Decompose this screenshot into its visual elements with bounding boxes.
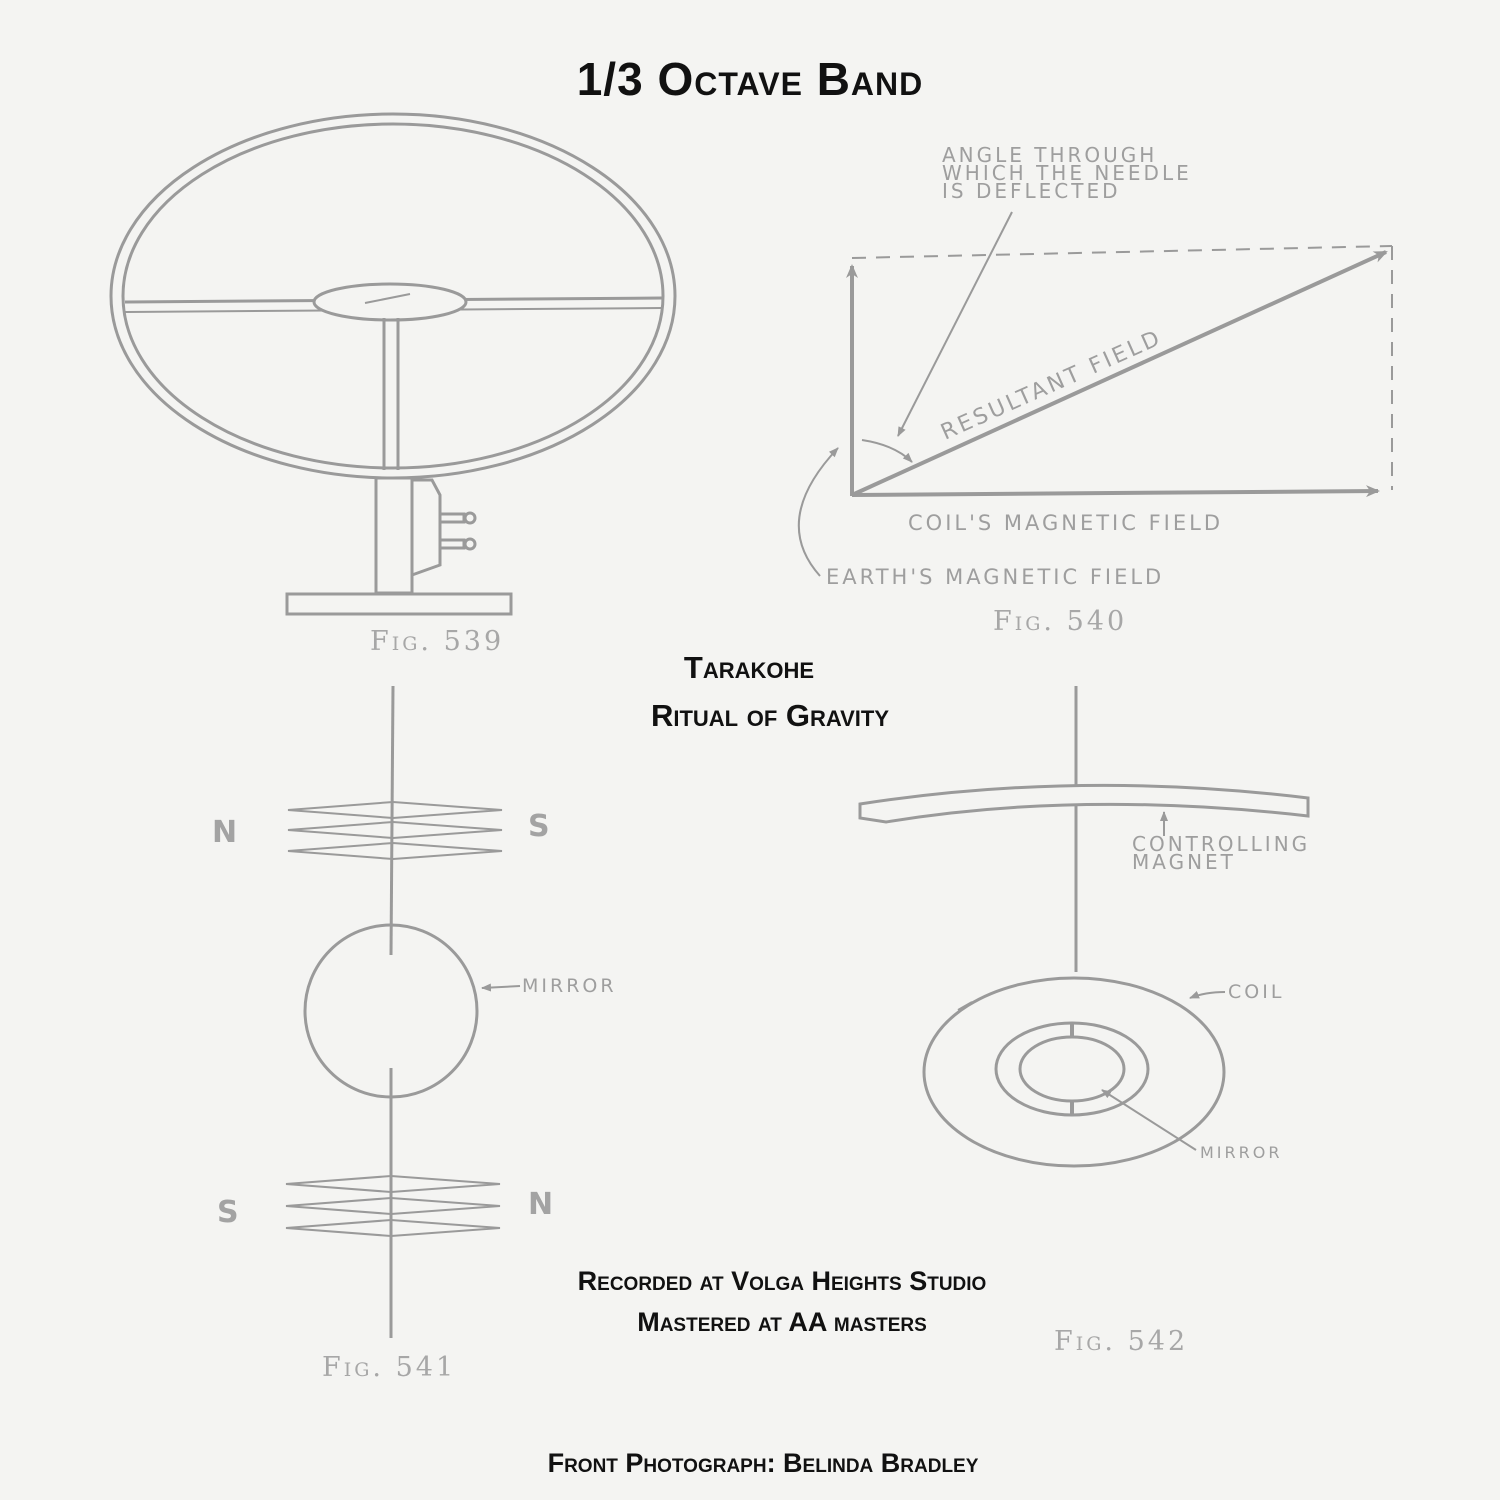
credit-recorded: Recorded at Volga Heights Studio	[577, 1266, 987, 1296]
mirror-label-542: MIRROR	[1200, 1143, 1283, 1162]
fig-542-caption: Fig. 542	[1054, 1326, 1189, 1357]
pole-bottom-left: S	[217, 1195, 239, 1230]
band-title: 1/3 Octave Band	[576, 53, 924, 105]
release-title: Ritual of Gravity	[650, 698, 890, 733]
earth-field-leader	[799, 448, 838, 576]
terminal-plate	[412, 480, 440, 575]
fig-542-coil-assembly	[860, 686, 1311, 1166]
fig-539-caption: Fig. 539	[370, 626, 505, 657]
galvanometer-base	[287, 594, 511, 614]
pole-top-right: S	[528, 809, 550, 844]
angle-label-line-1: ANGLE THROUGH	[942, 143, 1158, 167]
angle-label-line-2: WHICH THE NEEDLE	[942, 161, 1192, 185]
parallelogram-top-dashed	[852, 246, 1392, 258]
fig-541-caption: Fig. 541	[322, 1352, 457, 1383]
magnet-label-line-2: MAGNET	[1132, 850, 1236, 874]
controlling-magnet-bar	[860, 785, 1308, 822]
resultant-field-label: RESULTANT FIELD	[937, 325, 1167, 446]
credit-photo: Front Photograph: Belinda Bradley	[547, 1448, 979, 1478]
mirror-label-541: MIRROR	[522, 975, 617, 997]
mirror-leader	[482, 986, 520, 988]
fig-539-galvanometer	[111, 114, 675, 614]
fig-540-caption: Fig. 540	[993, 606, 1128, 637]
galvanometer-pillar	[376, 478, 412, 593]
magnet-label-line-1: CONTROLLING	[1132, 832, 1311, 856]
angle-label-line-3: IS DEFLECTED	[942, 179, 1121, 203]
compass-dial	[314, 284, 466, 320]
coil-field-label: COIL'S MAGNETIC FIELD	[908, 511, 1223, 535]
coil-field-vector	[852, 491, 1378, 495]
upper-magnet-needles	[288, 802, 502, 859]
coil-leader	[1190, 992, 1225, 998]
lower-magnet-needles	[286, 1176, 500, 1236]
coil-label: COIL	[1228, 981, 1285, 1003]
deflection-angle-arc	[862, 440, 912, 462]
fig-541-needle-system	[286, 686, 520, 1338]
outer-coil	[924, 978, 1224, 1166]
pole-bottom-right: N	[528, 1187, 554, 1222]
resultant-field-vector	[852, 252, 1386, 495]
release-artist: Tarakohe	[683, 650, 815, 685]
credit-mastered: Mastered at AA masters	[637, 1307, 927, 1337]
pole-top-left: N	[212, 815, 238, 850]
earth-field-label: EARTH'S MAGNETIC FIELD	[826, 565, 1165, 589]
mirror-ring	[1020, 1037, 1124, 1101]
mirror-leader-542	[1102, 1090, 1196, 1150]
